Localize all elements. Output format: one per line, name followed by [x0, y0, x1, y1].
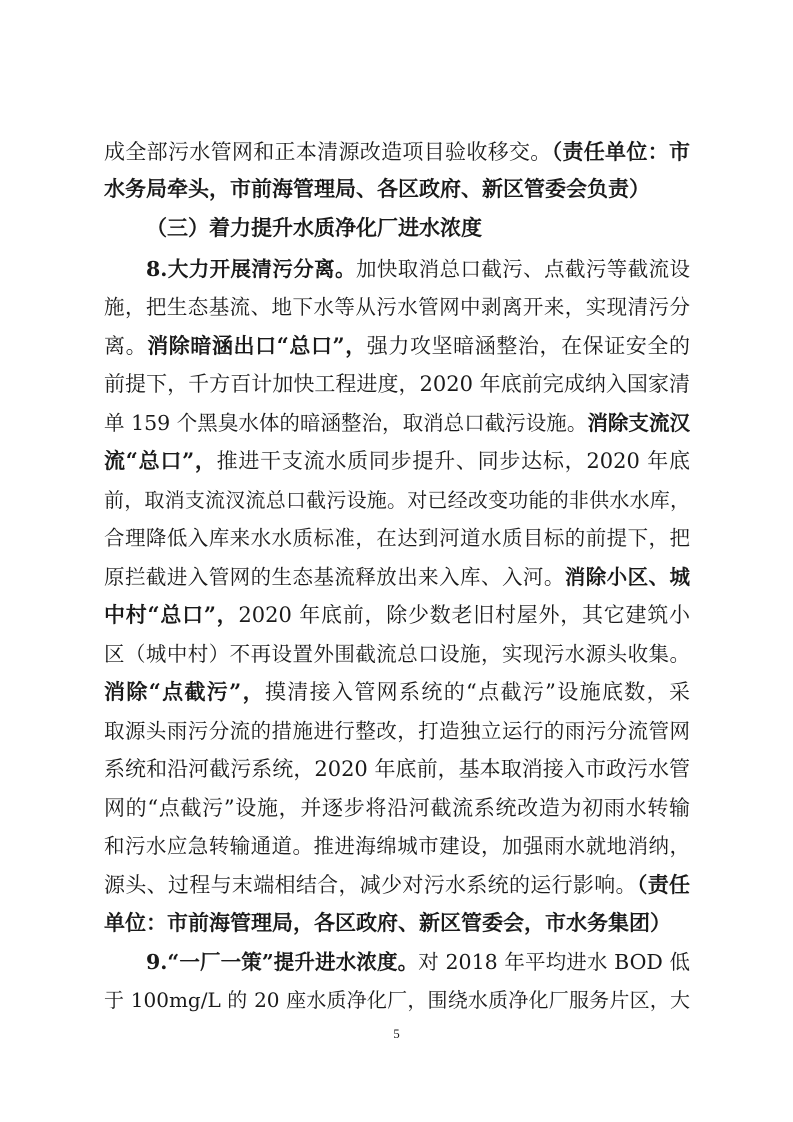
text-line [104, 794, 690, 822]
bold-text-run: 消除小区、城 [564, 565, 690, 589]
text-run: 取源头雨污分流的措施进行整改，打造独立运行的雨污分流管网 [104, 719, 690, 743]
text-run: 加快取消总口截污、点截污等截流设 [355, 257, 690, 281]
bold-text-run: 8.大力开展清污分离。 [146, 257, 356, 281]
bold-text-run: （责任单位：市 [551, 139, 690, 164]
text-line [104, 293, 690, 321]
bold-text-run: 中村“总口”， [104, 602, 239, 627]
text-line [104, 447, 690, 475]
page-number: 5 [393, 1026, 400, 1041]
text-run: 强力攻坚暗涵整治，在保证安全的 [366, 334, 690, 358]
text-run: 区（城中村）不再设置外围截流总口设施，实现污水源头收集。 [104, 642, 690, 666]
text-run: 对 2018 年平均进水 BOD 低 [418, 950, 690, 974]
bold-text-run: 9.“一厂一策”提升进水浓度。 [146, 950, 419, 974]
bold-text-run: 单位：市前海管理局，各区政府、新区管委会，市水务集团） [104, 910, 671, 935]
text-line [104, 717, 690, 745]
text-run: 摸清接入管网系统的“点截污”设施底数，采 [264, 680, 690, 704]
text-run: 2020 年底前，除少数老旧村屋外，其它建筑小 [238, 603, 690, 627]
bold-text-run: （三）着力提升水质净化厂进水浓度 [146, 215, 482, 240]
text-line [104, 871, 690, 899]
text-line [104, 755, 690, 783]
text-line [104, 832, 690, 860]
text-run: 和污水应急转输通道。推进海绵城市建设，加强雨水就地消纳， [104, 834, 690, 858]
text-run: 合理降低入库来水水质标准，在达到河道水质目标的前提下，把 [104, 526, 690, 550]
text-line [104, 175, 690, 203]
text-line [146, 255, 690, 283]
bold-text-run: 消除支流汉 [587, 411, 690, 435]
text-run: 源头、过程与末端相结合，减少对污水系统的运行影响。 [104, 873, 637, 897]
text-line [104, 601, 690, 629]
text-line [104, 370, 690, 398]
text-line [104, 678, 690, 706]
text-line [104, 986, 690, 1014]
text-run: 单 159 个黑臭水体的暗涵整治，取消总口截污设施。 [104, 411, 588, 435]
section-heading [146, 214, 690, 242]
text-line [104, 138, 690, 166]
text-run: 前，取消支流汊流总口截污设施。对已经改变功能的非供水水库， [104, 488, 690, 512]
text-line [104, 332, 690, 360]
text-line [104, 563, 690, 591]
text-line [146, 948, 690, 976]
text-run: 于 100mg/L 的 20 座水质净化厂，围绕水质净化厂服务片区，大 [104, 988, 690, 1012]
bold-text-run: 流“总口”， [104, 448, 217, 473]
text-line [104, 409, 690, 437]
text-run: 施，把生态基流、地下水等从污水管网中剥离开来，实现清污分 [104, 295, 690, 319]
bold-text-run: 消除暗涵出口“总口”， [147, 333, 367, 358]
text-run: 网的“点截污”设施，并逐步将沿河截流系统改造为初雨水转输 [104, 796, 690, 820]
text-line [104, 909, 690, 937]
bold-text-run: 消除“点截污”， [104, 679, 265, 704]
text-run: 离。 [104, 334, 148, 358]
text-run: 前提下，千方百计加快工程进度，2020 年底前完成纳入国家清 [104, 372, 690, 396]
text-run: 系统和沿河截污系统，2020 年底前，基本取消接入市政污水管 [104, 757, 690, 781]
text-line [104, 486, 690, 514]
text-run: 原拦截进入管网的生态基流释放出来入库、入河。 [104, 565, 565, 589]
bold-text-run: 水务局牵头，市前海管理局、各区政府、新区管委会负责） [104, 176, 650, 201]
bold-text-run: （责任 [636, 872, 690, 897]
text-line [104, 524, 690, 552]
text-run: 成全部污水管网和正本清源改造项目验收移交。 [104, 140, 552, 164]
text-run: 推进干支流水质同步提升、同步达标，2020 年底 [216, 449, 690, 473]
text-line [104, 640, 690, 668]
